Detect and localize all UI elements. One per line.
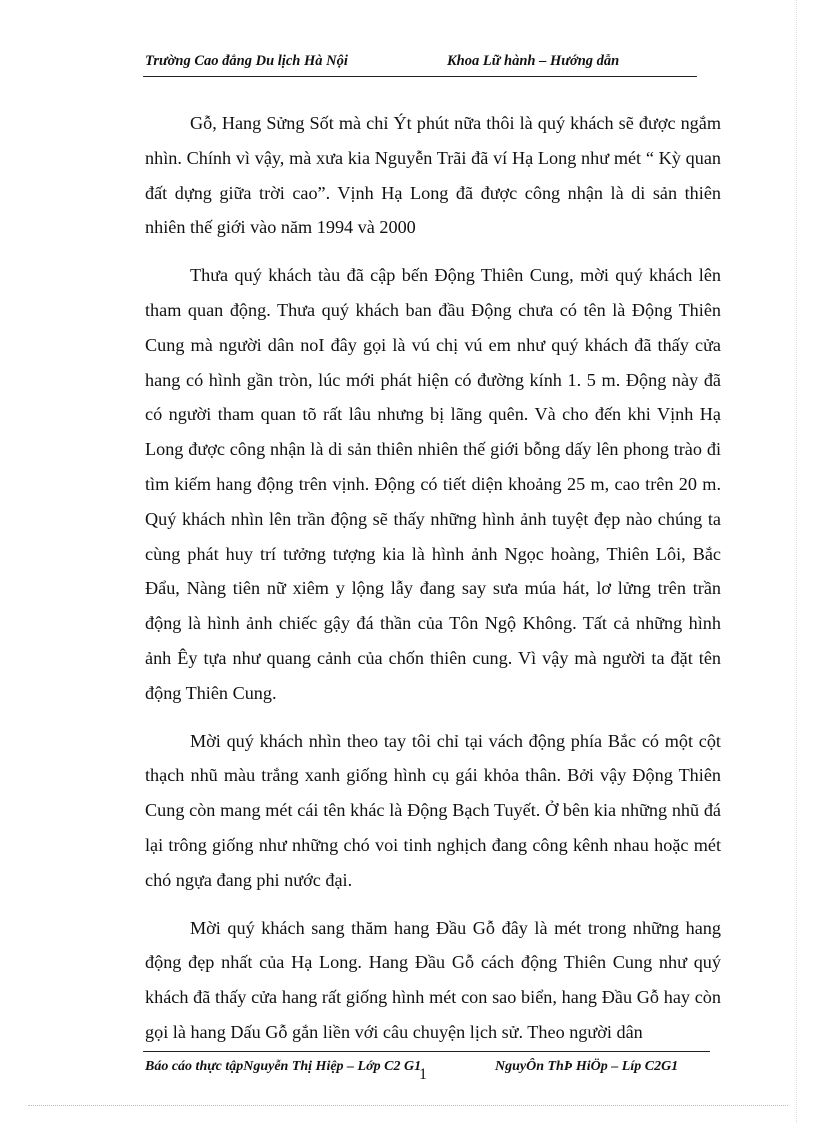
footer-author-garbled: NguyÔn ThÞ HiÖp – Líp C2G1 bbox=[495, 1059, 679, 1074]
footer-report-author: Báo cáo thực tậpNguyễn Thị Hiệp – Lớp C2 G1 bbox=[145, 1059, 422, 1074]
paragraph-3: Mời quý khách nhìn theo tay tôi chỉ tại vách động phía Bắc có một cột thạch nhũ màu trắng xanh giống hình cụ gái khỏa thân. Bởi vậy Động Thiên Cung còn mang mét cái tên khác là Động Bạch Tuyết. Ở bên kia những nhũ đá lại trông giống như những chó voi tinh nghịch đang công kênh nhau hoặc mét chó ngựa đang phi nước đại. bbox=[145, 730, 721, 890]
header-divider bbox=[143, 76, 697, 77]
paragraph-2: Thưa quý khách tàu đã cập bến Động Thiên Cung, mời quý khách lên tham quan động. Thưa quý khách ban đầu Động chưa có tên là Động Thiên Cung mà người dân noI đây gọi là vú chị vú em như quý khách đã thấy cửa hang có hình gần tròn, lúc mới phát hiện có đường kính 1. 5 m. Động này đã có người tham quan tõ rất lâu nhưng bị lãng quên. Và cho đến khi Vịnh Hạ Long được công nhận là di sản thiên nhiên thế giới bỗng dấy lên phong trào đi tìm kiếm hang động trên vịnh. Động có tiết diện khoảng 25 m, cao trên 20 m. Quý khách nhìn lên trần động sẽ thấy những hình ảnh tuyệt đẹp nào chúng ta cùng phát huy trí tưởng tượng kia là hình ảnh Ngọc hoàng, Thiên Lôi, Bắc Đẩu, Nàng tiên nữ xiêm y lộng lẫy đang say sưa múa hát, lơ lửng trên trần động là hình ảnh chiếc gậy đá thần của Tôn Ngộ Không. Tất cả những hình ảnh Êy tựa như quang cảnh của chốn thiên cung. Vì vậy mà người ta đặt tên động Thiên Cung. bbox=[145, 265, 721, 703]
document-body bbox=[145, 106, 721, 1063]
header-school-name: Trường Cao đẳng Du lịch Hà Nội bbox=[145, 53, 348, 69]
paragraph-4: Mời quý khách sang thăm hang Đầu Gỗ đây là mét trong những hang động đẹp nhất của Hạ Long. Hang Đầu Gỗ cách động Thiên Cung như quý khách đã thấy cửa hang rất giống hình mét con sao biển, hang Đầu Gỗ hay còn gọi là hang Dấu Gỗ gắn liền với câu chuyện lịch sử. Theo người dân bbox=[145, 917, 721, 1042]
page-right-border bbox=[796, 0, 797, 1123]
page-number: 1 bbox=[419, 1066, 427, 1083]
footer-divider bbox=[143, 1051, 710, 1052]
paragraph-1: Gỗ, Hang Sửng Sốt mà chỉ Ýt phút nữa thôi là quý khách sẽ được ngắm nhìn. Chính vì vậy, mà xưa kia Nguyễn Trãi đã ví Hạ Long như mét “ Kỳ quan đất dựng giữa trời cao”. Vịnh Hạ Long đã được công nhận là di sản thiên nhiên thế giới vào năm 1994 và 2000 bbox=[145, 113, 721, 238]
page-bottom-border bbox=[28, 1105, 788, 1106]
header-department: Khoa Lữ hành – Hướng dẫn bbox=[447, 53, 620, 69]
